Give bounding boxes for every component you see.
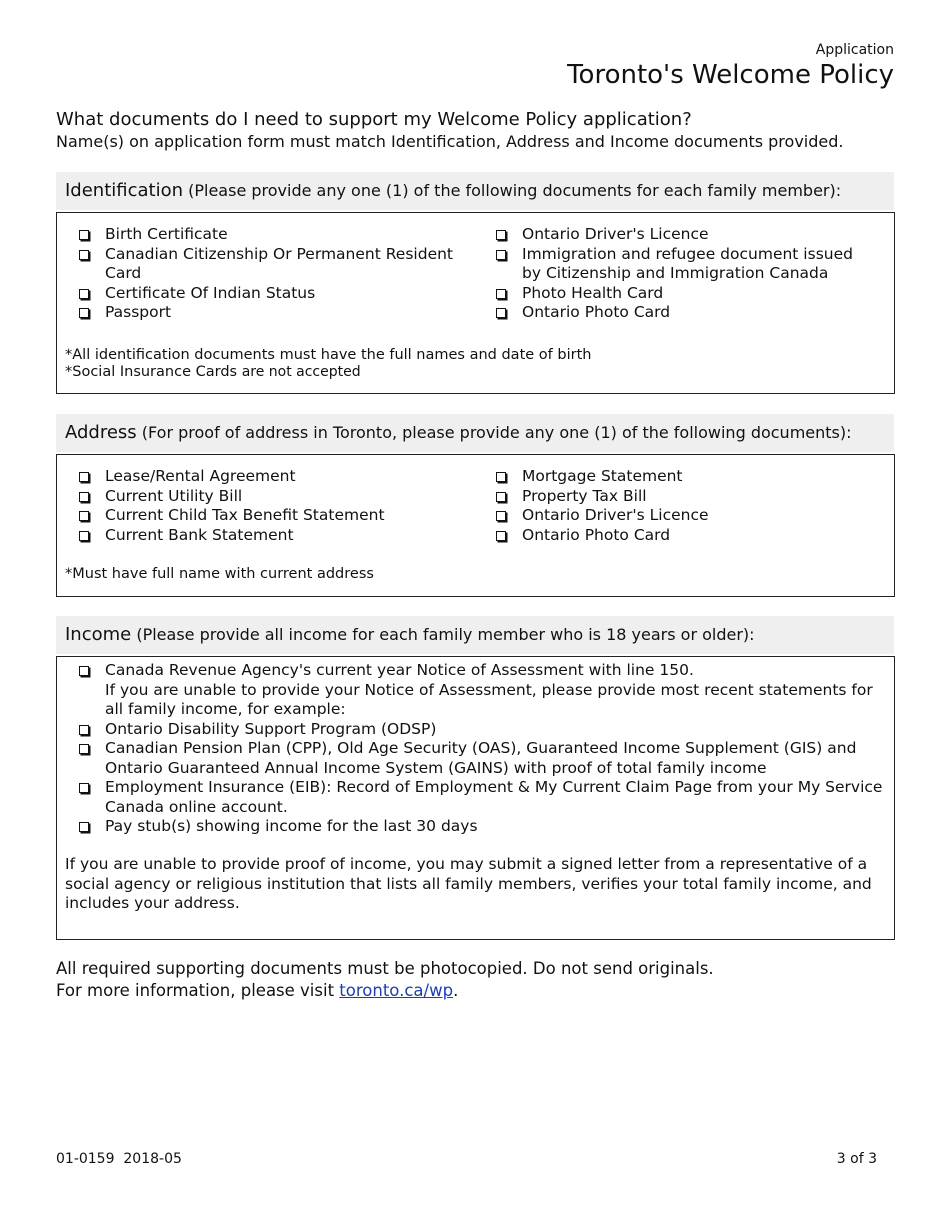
- closing-prefix: For more information, please visit: [56, 981, 335, 1000]
- identification-list-left: [77, 225, 457, 323]
- address-box: [56, 454, 895, 597]
- form-code: 01-0159 2018-05: [56, 1151, 182, 1167]
- address-item-label: Current Bank Statement: [105, 525, 294, 544]
- address-detail: (For proof of address in Toronto, please provide any one (1) of the following documents):: [141, 423, 852, 442]
- income-item-label: Employment Insurance (EIB): Record of Employment & My Current Claim Page from your My Service Canada online account.: [105, 778, 883, 816]
- address-item-label: Ontario Photo Card: [522, 525, 671, 544]
- address-item-label: Ontario Driver's Licence: [522, 506, 709, 524]
- income-item-label: Ontario Disability Support Program (ODSP): [105, 719, 437, 738]
- checkbox-item[interactable]: [77, 661, 886, 720]
- checkbox-item[interactable]: [77, 506, 457, 526]
- identification-item-label: Immigration and refugee document issued by Citizenship and Immigration Canada: [522, 244, 853, 282]
- identification-item-label: Passport: [105, 303, 172, 321]
- checkbox-item[interactable]: [77, 778, 886, 817]
- identification-list-right: [494, 225, 874, 323]
- checkbox-item[interactable]: [77, 303, 457, 323]
- info-link[interactable]: toronto.ca/wp: [339, 981, 454, 1000]
- checkbox-item[interactable]: [77, 487, 457, 507]
- income-item-label: Pay stub(s) showing income for the last 30 days: [105, 817, 478, 835]
- checkbox-item[interactable]: [494, 506, 874, 526]
- checkbox-item[interactable]: [77, 526, 457, 546]
- address-item-label: Lease/Rental Agreement: [105, 467, 296, 485]
- identification-title: Identification: [65, 180, 184, 201]
- address-item-label: Mortgage Statement: [522, 467, 683, 485]
- checkbox-item[interactable]: [77, 467, 457, 487]
- closing-line-2: [56, 980, 714, 1002]
- identification-item-label: Ontario Driver's Licence: [522, 225, 709, 243]
- closing: [56, 958, 714, 1002]
- header-subtitle: Application: [815, 42, 894, 58]
- checkbox-item[interactable]: [494, 526, 874, 546]
- income-heading: [56, 616, 894, 654]
- intro: [56, 109, 896, 153]
- checkbox-item[interactable]: [494, 303, 874, 323]
- address-title: Address: [65, 422, 137, 443]
- identification-box: [56, 212, 895, 394]
- income-paragraph: If you are unable to provide proof of income, you may submit a signed letter from a representative of a social agency or religious institution that lists all family members, verifies your total family income, and includes your address.: [65, 855, 872, 912]
- checkbox-item[interactable]: [494, 487, 874, 507]
- income-item-label: Canada Revenue Agency's current year Notice of Assessment with line 150.: [105, 661, 694, 679]
- checkbox-item[interactable]: [77, 284, 457, 304]
- address-item-label: Current Child Tax Benefit Statement: [105, 506, 385, 524]
- checkbox-item[interactable]: [77, 245, 457, 284]
- address-list-left: [77, 467, 457, 545]
- identification-item-label: Canadian Citizenship Or Permanent Resident Card: [105, 244, 454, 282]
- identification-item-label: Birth Certificate: [105, 225, 228, 243]
- identification-note-2a: *Social Insurance Cards: [65, 364, 238, 380]
- checkbox-item[interactable]: [77, 225, 457, 245]
- income-title: Income: [65, 624, 132, 645]
- address-list-right: [494, 467, 874, 545]
- intro-note: Name(s) on application form must match Identification, Address and Income documents provided.: [56, 132, 844, 151]
- identification-heading: [56, 172, 894, 210]
- identification-note-1: *All identification documents must have the full names and date of birth: [65, 347, 592, 363]
- identification-item-label: Certificate Of Indian Status: [105, 283, 316, 302]
- address-item-label: Current Utility Bill: [105, 486, 243, 505]
- page-number: 3 of 3: [836, 1151, 877, 1167]
- identification-item-label: Ontario Photo Card: [522, 303, 671, 321]
- income-item-subtext: If you are unable to provide your Notice of Assessment, please provide most recent statements for all family income, for example:: [105, 680, 873, 718]
- checkbox-item[interactable]: [494, 225, 874, 245]
- checkbox-item[interactable]: [77, 817, 886, 837]
- closing-suffix: .: [453, 981, 459, 1000]
- checkbox-item[interactable]: [77, 739, 886, 778]
- checkbox-item[interactable]: [494, 467, 874, 487]
- identification-item-label: Photo Health Card: [522, 283, 664, 302]
- page-header: [567, 42, 894, 91]
- income-box: [56, 656, 895, 940]
- checkbox-item[interactable]: [77, 720, 886, 740]
- income-list: [77, 661, 886, 837]
- income-detail: (Please provide all income for each family member who is 18 years or older):: [136, 625, 755, 644]
- closing-line-1: All required supporting documents must be photocopied. Do not send originals.: [56, 959, 714, 978]
- identification-note-2b: are not accepted: [241, 364, 361, 380]
- page-title: Toronto's Welcome Policy: [567, 60, 894, 90]
- address-note: *Must have full name with current address: [65, 566, 374, 582]
- address-item-label: Property Tax Bill: [522, 486, 647, 505]
- checkbox-item[interactable]: [494, 245, 874, 284]
- identification-detail: (Please provide any one (1) of the following documents for each family member):: [188, 181, 842, 200]
- identification-note-2: [65, 364, 361, 382]
- intro-question: What documents do I need to support my Welcome Policy application?: [56, 109, 692, 130]
- address-heading: [56, 414, 894, 452]
- income-item-label: Canadian Pension Plan (CPP), Old Age Security (OAS), Guaranteed Income Supplement (GIS) and Ontario Guaranteed Annual Income System (GAINS) with proof of total family income: [105, 739, 857, 777]
- checkbox-item[interactable]: [494, 284, 874, 304]
